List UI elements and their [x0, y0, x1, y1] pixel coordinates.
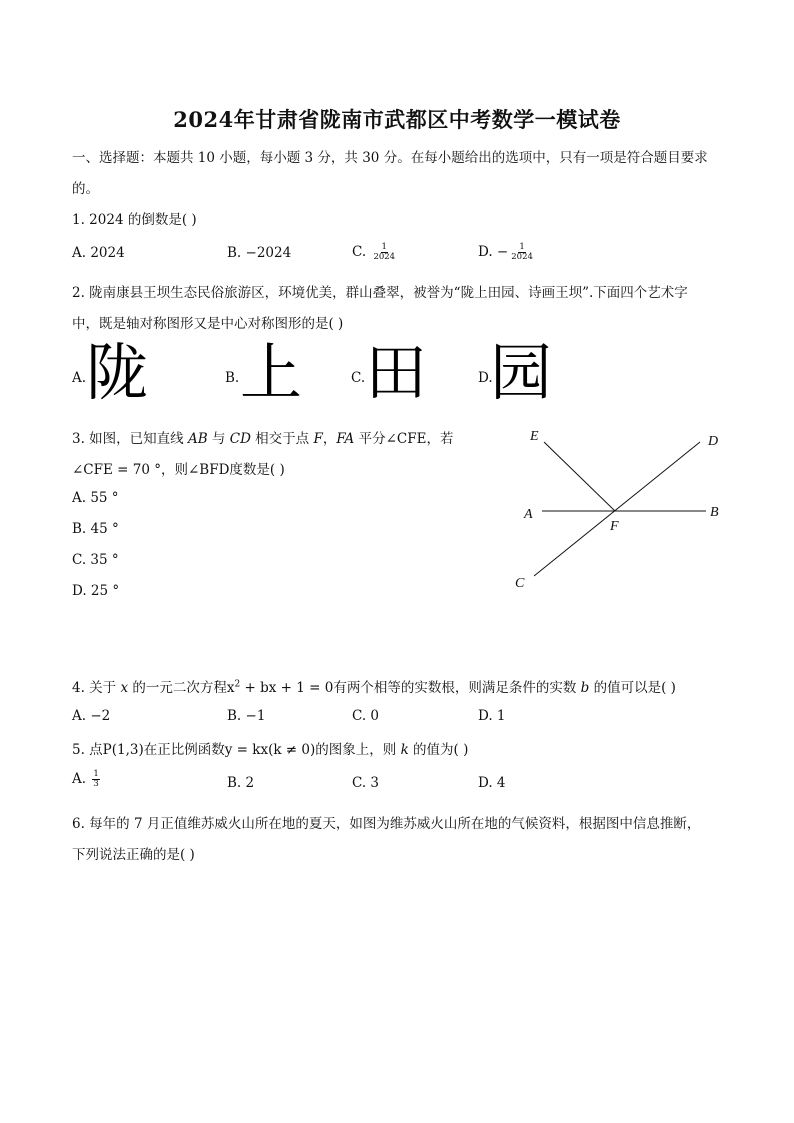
- q1-option-d-numerator: 1: [519, 242, 525, 252]
- figure-label-c: C: [515, 576, 525, 591]
- q3-text-segment: ，: [322, 431, 337, 447]
- q3-text-segment: 3. 如图，已知直线: [72, 431, 188, 447]
- q2-option-b-glyph: 上: [240, 336, 303, 409]
- q4-option-c: C. 0: [352, 708, 380, 724]
- q4-var-b: b: [580, 680, 590, 696]
- q1-option-c: [352, 243, 396, 262]
- q4-text-segment: 的值可以是( ): [589, 680, 676, 696]
- q2-option-a-label: A.: [72, 370, 87, 386]
- q2-option-a-glyph: 陇: [86, 336, 149, 409]
- q3-stem-line1: [72, 427, 453, 447]
- figure-label-e: E: [530, 429, 539, 444]
- q3-var-f: F: [313, 431, 323, 447]
- q3-var-ab: AB: [187, 431, 208, 447]
- q3-text-segment: 相交于点: [250, 431, 314, 447]
- q1-option-c-prefix: C.: [352, 244, 371, 260]
- q1-option-c-denominator: 2024: [373, 252, 396, 262]
- q5-option-a: [72, 770, 100, 789]
- q4-option-b: B. −1: [227, 708, 266, 724]
- q5-option-a-numerator: 1: [93, 769, 99, 779]
- q4-text-segment: 4. 关于: [72, 680, 121, 696]
- q4-option-a: A. −2: [72, 708, 111, 724]
- q5-option-c: C. 3: [352, 775, 380, 791]
- q1-option-c-fraction: [372, 243, 396, 262]
- q3-option-d: D. 25 °: [72, 583, 120, 599]
- q4-option-d: D. 1: [478, 708, 506, 724]
- q4-exponent: 2: [234, 679, 241, 690]
- q1-stem: 1. 2024 的倒数是( ): [72, 212, 197, 228]
- q1-option-c-numerator: 1: [381, 242, 387, 252]
- q1-option-d: [478, 243, 534, 262]
- q1-option-d-prefix: D. −: [478, 244, 509, 260]
- q5-option-b: B. 2: [227, 775, 255, 791]
- q3-option-b: B. 45 °: [72, 521, 119, 537]
- q5-option-a-fraction: [92, 770, 99, 789]
- q4-text-segment: 的一元二次方程x: [128, 680, 235, 696]
- q2-option-d-label: D.: [478, 370, 493, 386]
- q2-option-b-label: B.: [225, 370, 240, 386]
- q3-text-segment: 平分∠CFE，若: [354, 431, 454, 447]
- q6-stem-line1: 6. 每年的 7 月正值维苏威火山所在地的夏天，如图为维苏威火山所在地的气候资料，根据图中信息推断，: [72, 816, 701, 832]
- q3-var-fa: FA: [336, 431, 355, 447]
- q5-stem: [72, 738, 468, 758]
- q5-text-segment: 的值为( ): [408, 742, 469, 758]
- figure-label-a: A: [524, 507, 533, 522]
- q3-option-a: A. 55 °: [72, 490, 119, 506]
- q2-stem-line2: 中，既是轴对称图形又是中心对称图形的是( ): [72, 316, 344, 332]
- q4-text-segment: + bx + 1 = 0有两个相等的实数根，则满足条件的实数: [240, 680, 581, 696]
- q6-stem-line2: 下列说法正确的是( ): [72, 847, 195, 863]
- figure-label-f: F: [610, 519, 619, 534]
- q1-option-d-fraction: [510, 243, 534, 262]
- q5-option-a-prefix: A.: [72, 771, 91, 787]
- q3-geometry-figure: [500, 420, 740, 600]
- page-title: 2024年甘肃省陇南市武都区中考数学一模试卷: [173, 107, 621, 132]
- q1-option-d-denominator: 2024: [511, 252, 533, 262]
- figure-label-b: B: [710, 505, 719, 520]
- figure-label-d: D: [708, 434, 719, 449]
- q3-stem-line2: ∠CFE = 70 °，则∠BFD度数是( ): [72, 462, 285, 478]
- q5-option-a-denominator: 3: [93, 779, 99, 789]
- q1-option-b: B. −2024: [227, 245, 292, 261]
- q4-var-x: x: [120, 680, 129, 696]
- q2-option-d-glyph: 园: [490, 336, 553, 409]
- section-instruction-line1: 一、选择题：本题共 10 小题，每小题 3 分，共 30 分。在每小题给出的选项中，只有一项是符合题目要求: [72, 150, 708, 166]
- q5-var-k: k: [400, 742, 409, 758]
- q5-option-d: D. 4: [478, 775, 506, 791]
- q1-option-a: A. 2024: [72, 245, 125, 261]
- line-fe: [544, 442, 615, 511]
- q2-stem-line1: 2. 陇南康县王坝生态民俗旅游区，环境优美，群山叠翠，被誉为“陇上田园、诗画王坝”.下面四个艺术字: [72, 285, 688, 301]
- section-instruction-line2: 的。: [72, 181, 99, 197]
- q4-stem: [72, 676, 676, 696]
- q3-option-c: C. 35 °: [72, 552, 119, 568]
- q3-var-cd: CD: [229, 431, 251, 447]
- line-cd: [534, 442, 700, 576]
- q2-option-c-glyph: 田: [365, 336, 428, 409]
- q3-text-segment: 与: [207, 431, 230, 447]
- q5-text-segment: 5. 点P(1,3)在正比例函数y = kx(k ≠ 0)的图象上，则: [72, 742, 401, 758]
- q2-option-c-label: C.: [351, 370, 366, 386]
